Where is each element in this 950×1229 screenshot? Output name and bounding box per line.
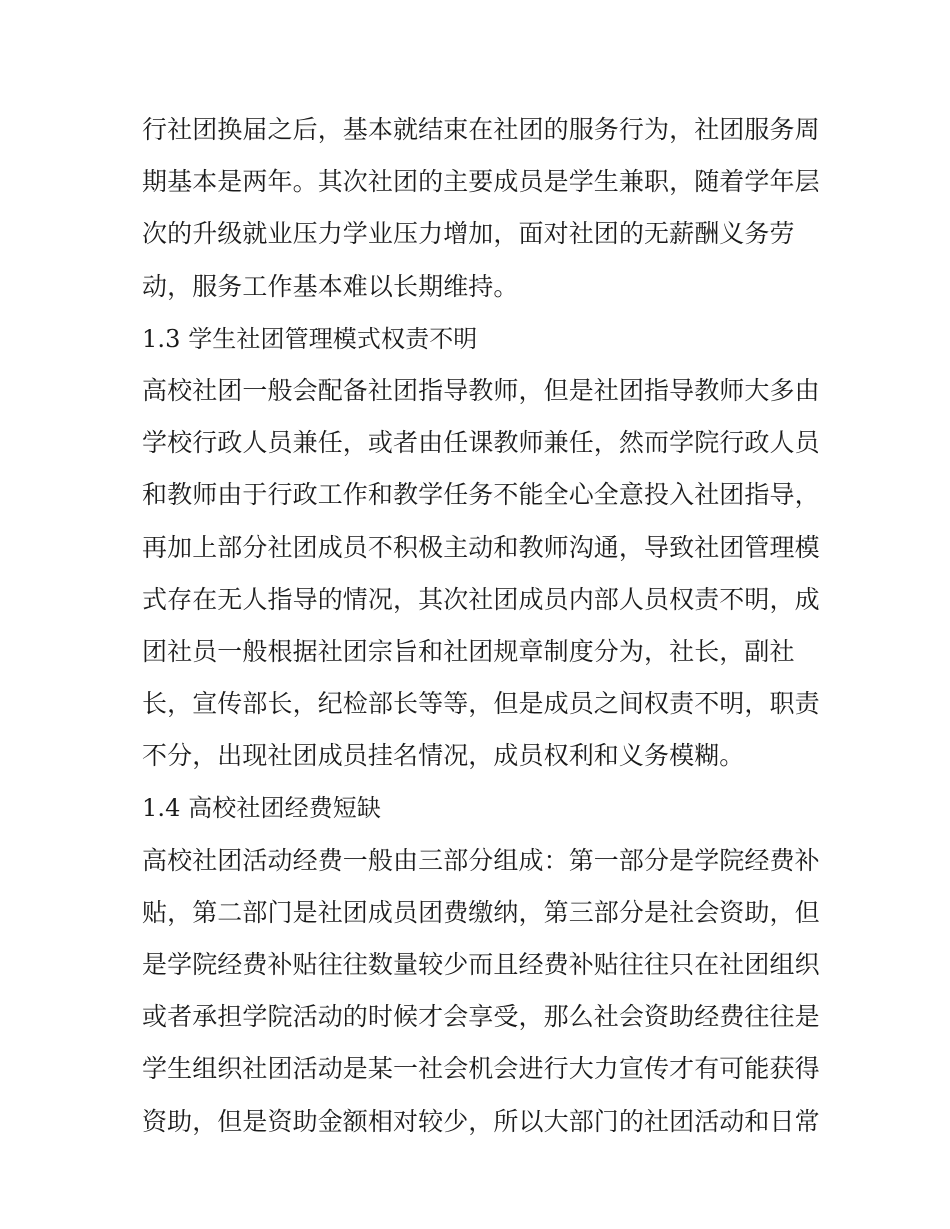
paragraph-line: 动，服务工作基本难以长期维持。 — [142, 271, 519, 301]
section-heading-1-3: 1.3 学生社团管理模式权责不明 — [142, 324, 478, 353]
paragraph-line: 或者承担学院活动的时候才会享受，那么社会资助经费往往是 — [142, 1002, 820, 1032]
paragraph-line: 学生组织社团活动是某一社会机会进行大力宣传才有可能获得 — [142, 1054, 820, 1084]
paragraph-line: 学校行政人员兼任，或者由任课教师兼任，然而学院行政人员 — [142, 428, 820, 458]
paragraph-line: 再加上部分社团成员不积极主动和教师沟通，导致社团管理模 — [142, 532, 820, 562]
paragraph-line: 资助，但是资助金额相对较少，所以大部门的社团活动和日常 — [142, 1106, 820, 1136]
paragraph-line: 是学院经费补贴往往数量较少而且经费补贴往往只在社团组织 — [142, 950, 820, 979]
paragraph-line: 不分，出现社团成员挂名情况，成员权利和义务模糊。 — [142, 741, 745, 771]
paragraph-line: 团社员一般根据社团宗旨和社团规章制度分为，社长，副社 — [142, 636, 795, 666]
paragraph-line: 高校社团一般会配备社团指导教师，但是社团指导教师大多由 — [142, 375, 820, 405]
paragraph-line: 行社团换届之后，基本就结束在社团的服务行为，社团服务周 — [142, 115, 820, 144]
paragraph-line: 高校社团活动经费一般由三部分组成：第一部分是学院经费补 — [142, 845, 820, 875]
section-heading-1-4: 1.4 高校社团经费短缺 — [142, 794, 381, 823]
paragraph-line: 贴，第二部门是社团成员团费缴纳，第三部分是社会资助，但 — [142, 897, 820, 927]
paragraph-line: 式存在无人指导的情况，其次社团成员内部人员权责不明，成 — [142, 584, 820, 614]
paragraph-line: 长，宣传部长，纪检部长等等，但是成员之间权责不明，职责 — [142, 689, 820, 719]
paragraph-line: 期基本是两年。其次社团的主要成员是学生兼职，随着学年层 — [142, 167, 820, 197]
paragraph-line: 次的升级就业压力学业压力增加，面对社团的无薪酬义务劳 — [142, 219, 795, 249]
document-body — [142, 104, 820, 1148]
paragraph-line: 和教师由于行政工作和教学任务不能全心全意投入社团指导， — [142, 480, 820, 510]
